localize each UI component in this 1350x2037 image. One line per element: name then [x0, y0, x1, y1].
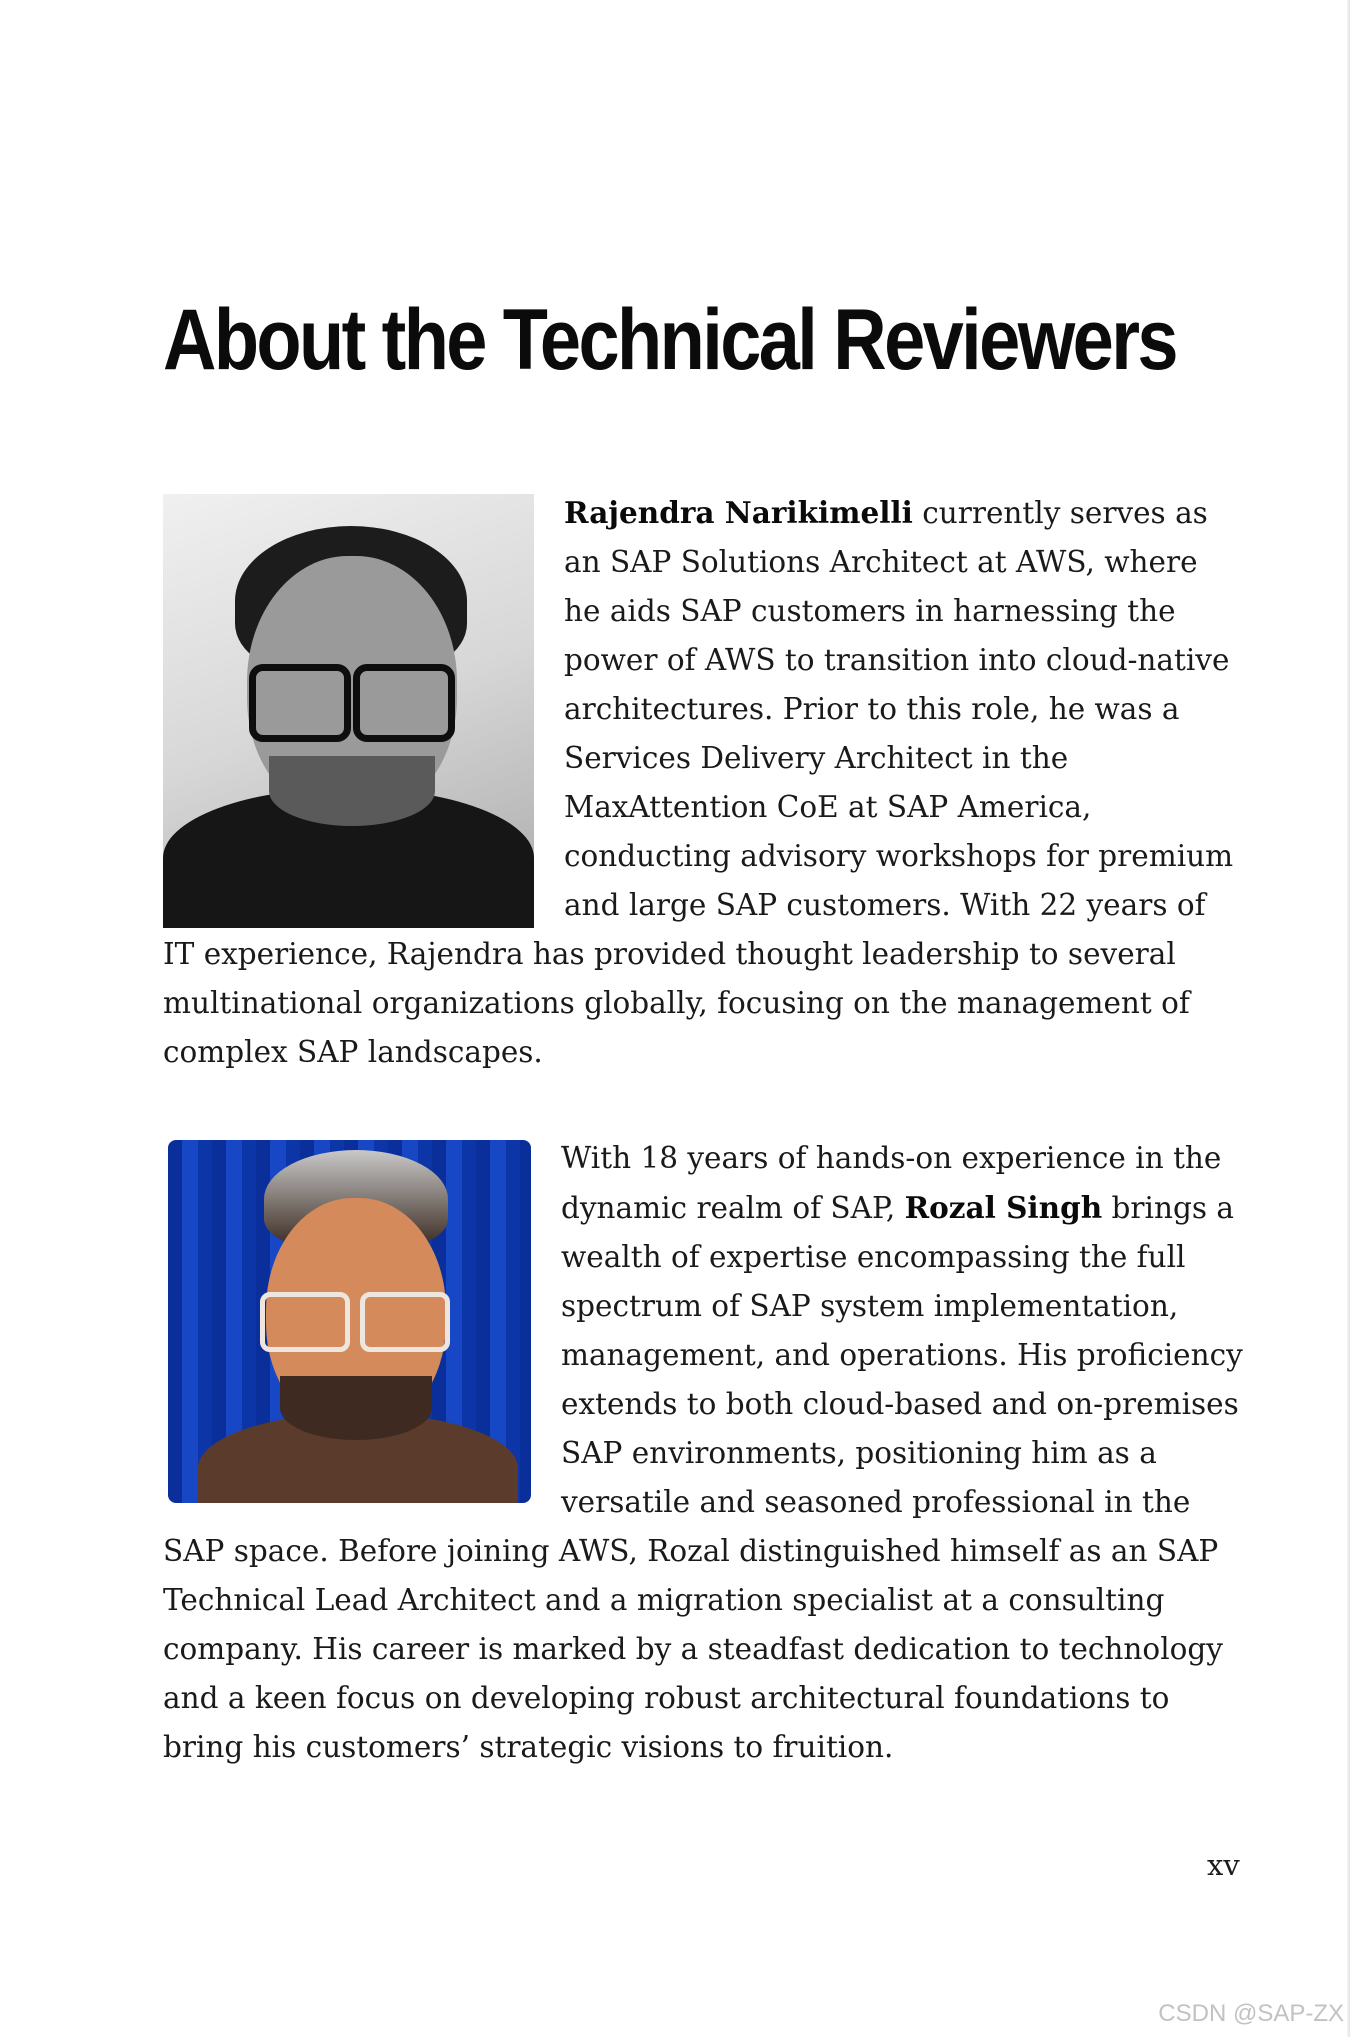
reviewer-text-after-name: brings a wealth of expertise encompassing the full spectrum of SAP system implementation, management, and operations. His proficiency extends to both cloud-based and on-premises SAP environments, positioning him as a versatile and seasoned professional in the SAP space. Before joining AWS, Rozal distinguished himself as an SAP Technical Lead Architect and a migration specialist at a consulting company. His career is marked by a steadfast dedication to technology and a keen focus on developing robust architectural foundations to bring his customers’ strategic visions to fruition. — [163, 1191, 1243, 1764]
page-number: xv — [1207, 1848, 1240, 1882]
watermark: CSDN @SAP-ZX — [1158, 2000, 1344, 2027]
photo-glasses-shape — [249, 664, 455, 734]
photo-beard-shape — [269, 756, 435, 826]
reviewer-text-before-name: With 18 years of hands-on experience in the dynamic realm of SAP, — [561, 1141, 1222, 1225]
page-title: About the Technical Reviewers — [163, 292, 1176, 388]
reviewer-name: Rozal Singh — [904, 1190, 1103, 1225]
photo-beard-shape — [280, 1376, 432, 1440]
reviewer-photo-rajendra — [163, 494, 534, 928]
reviewer-photo-rozal — [168, 1140, 531, 1503]
reviewer-text-after-name: currently serves as an SAP Solutions Architect at AWS, where he aids SAP customers in harnessing the power of AWS to transition into cloud-native architectures. Prior to this role, he was a Services Delivery Architect in the MaxAttention CoE at SAP America, conducting advisory workshops for premium and large SAP customers. With 22 years of IT experience, Rajendra has provided thought leadership to several multinational organizations globally, focusing on the management of complex SAP landscapes. — [163, 496, 1234, 1069]
reviewer-bio-1 — [163, 488, 1243, 1077]
reviewer-bio-2 — [163, 1134, 1243, 1772]
reviewer-name: Rajendra Narikimelli — [564, 495, 913, 530]
photo-glasses-shape — [260, 1292, 450, 1348]
